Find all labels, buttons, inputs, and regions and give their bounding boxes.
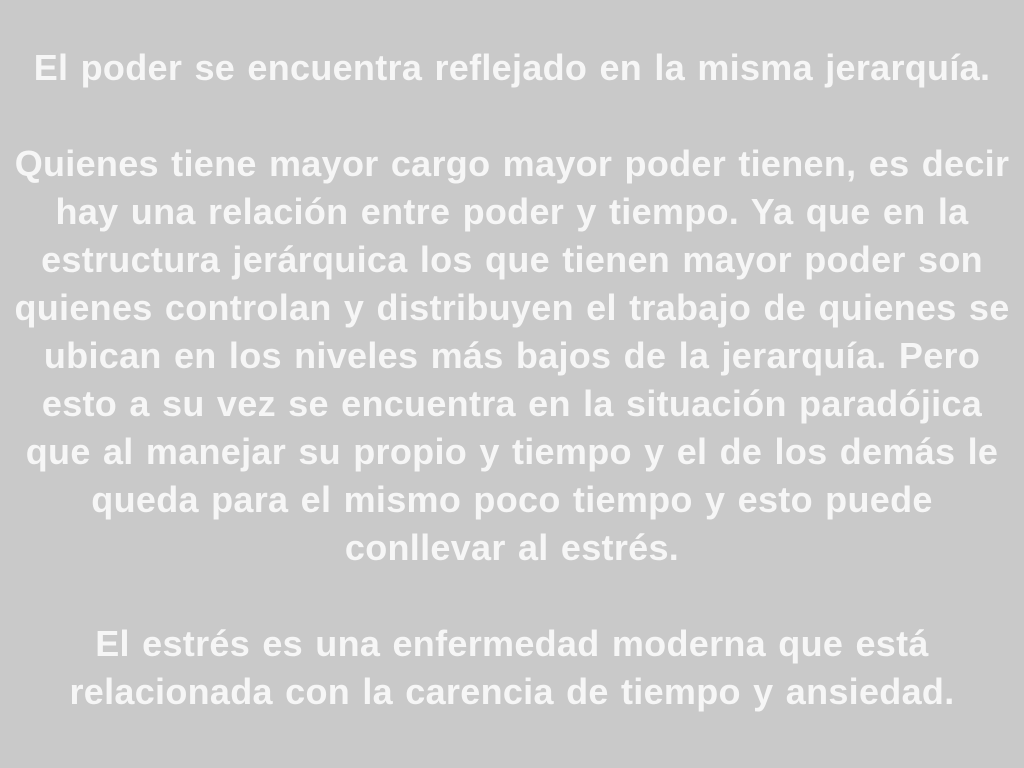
slide-paragraph-body: Quienes tiene mayor cargo mayor poder tienen, es decir hay una relación entre poder y tiempo. Ya que en la estructura jerárquica los que tienen mayor poder son quienes controlan y distribuyen el trabajo de quienes se ubican en los niveles más bajos de la jerarquía. Pero esto a su vez se encuentra en la situación paradójica que al manejar su propio y tiempo y el de los demás le queda para el mismo poco tiempo y esto puede conllevar al estrés. [14,143,1010,568]
slide-paragraph-intro: El poder se encuentra reflejado en la misma jerarquía. [33,47,991,88]
slide-paragraph-conclusion: El estrés es una enfermedad moderna que está relacionada con la carencia de tiempo y ansiedad. [69,623,955,712]
